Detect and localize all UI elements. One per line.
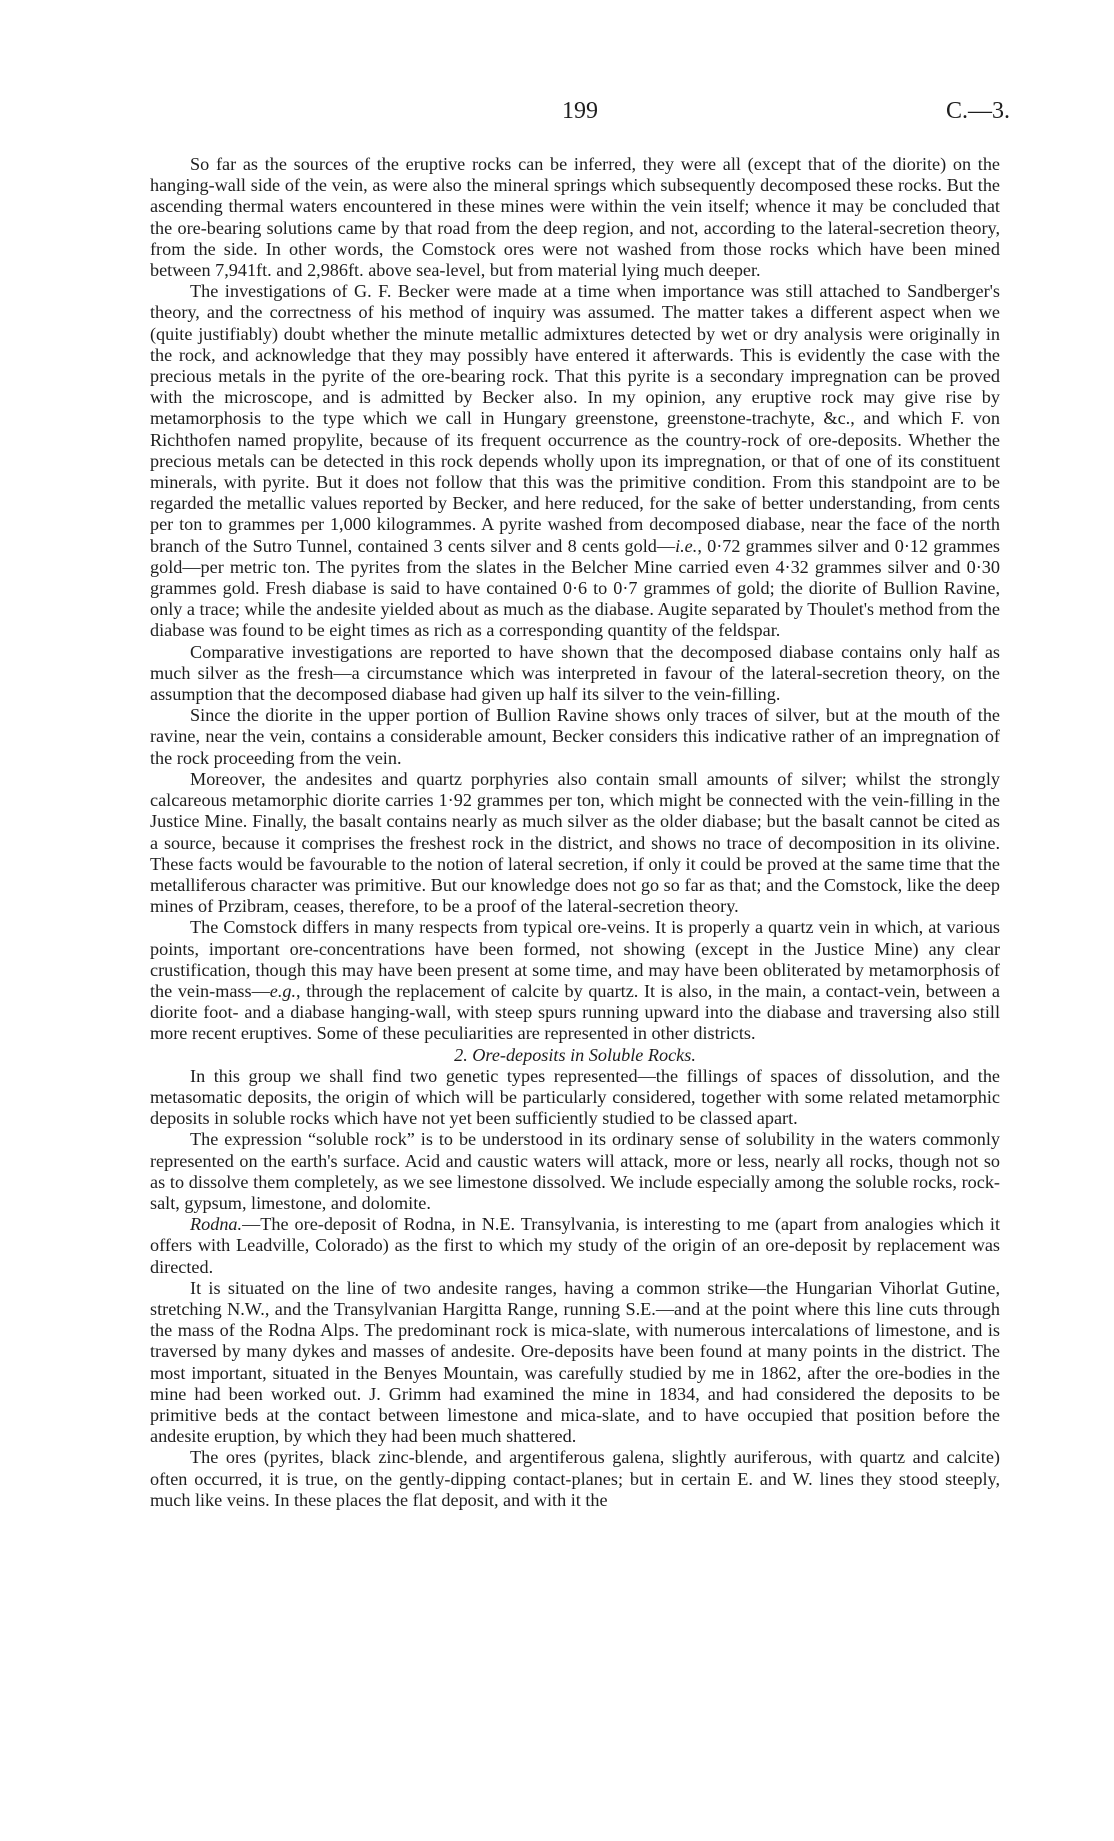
paragraph — [150, 281, 1000, 641]
paragraph — [150, 917, 1000, 1044]
paragraph-text: , 0·72 grammes silver and 0·12 grammes gold—per metric ton. The pyrites from the slates in the Belcher Mine carried even 4·32 grammes silver and 0·30 grammes gold. Fresh diabase is said to have contained 0·6 to 0·7 grammes of gold; the diorite of Bullion Ravine, only a trace; while the andesite yielded about as much as the diabase. Augite separated by Thoulet's method from the diabase was found to be eight times as rich as a corresponding quantity of the feldspar. — [150, 535, 1000, 641]
paragraph-text: , through the replacement of calcite by quartz. It is also, in the main, a contact-vein, between a diorite foot- and a diabase hanging-wall, with steep spurs running upward into the diabase and traversing also still more recent eruptives. Some of these peculiarities are represented in other districts. — [150, 980, 1001, 1044]
paragraph — [150, 705, 1000, 769]
document-reference: C.—3. — [945, 98, 1010, 124]
section-heading: 2. Ore-deposits in Soluble Rocks. — [454, 1044, 696, 1065]
paragraph-text: —The ore-deposit of Rodna, in N.E. Transylvania, is interesting to me (apart from analogies which it offers with Leadville, Colorado) as the first to which my study of the origin of an ore-deposit by replacement was directed. — [150, 1214, 1000, 1277]
page-number: 199 — [562, 98, 598, 124]
page-header — [150, 98, 1010, 134]
paragraph-text: The investigations of G. F. Becker were made at a time when importance was still attached to Sandberger's theory, and the correctness of his method of inquiry was assumed. The matter takes a different aspect when we (quite justifiably) doubt whether the minute metallic admixtures detected by wet or dry analysis were originally in the rock, and acknowledge that they may possibly have entered it afterwards. This is evidently the case with the precious metals in the pyrite of the ore-bearing rock. That this pyrite is a secondary impregnation can be proved with the microscope, and is admitted by Becker also. In my opinion, any eruptive rock may give rise by metamorphosis to the type which we call in Hungary greenstone, greenstone-trachyte, &c., and which F. von Richthofen named propylite, because of its frequent occurrence as the country-rock of ore-deposits. Whether the precious metals can be detected in this rock depends wholly upon its impregnation, or that of one of its constituent minerals, with pyrite. But it does not follow that this was the primitive condition. From this standpoint are to be regarded the metallic values reported by Becker, and here reduced, for the sake of better understanding, from cents per ton to grammes per 1,000 kilogrammes. A pyrite washed from decomposed diabase, near the face of the north branch of the Sutro Tunnel, contained 3 cents silver and 8 cents gold— — [150, 281, 1000, 556]
paragraph — [150, 1447, 1000, 1511]
paragraph — [150, 1214, 1000, 1278]
paragraph — [150, 1066, 1000, 1130]
paragraph-text: The Comstock differs in many respects from typical ore-veins. It is properly a quartz vein in which, at various points, important ore-concentrations have been formed, not showing (except in the Justice Mine) any clear crustification, though this may have been present at some time, and may have been obliterated by metamorphosis of the vein-mass— — [150, 917, 1000, 1001]
paragraph — [150, 1278, 1000, 1448]
italic-abbrev: e.g. — [269, 980, 297, 1001]
side-heading: Rodna. — [190, 1214, 243, 1235]
paragraph-text: Moreover, the andesites and quartz porphyries also contain small amounts of silver; whilst the strongly calcareous metamorphic diorite carries 1·92 grammes per ton, which might be connected with the vein-filling in the Justice Mine. Finally, the basalt contains nearly as much silver as the older diabase; but the basalt cannot be cited as a source, because it comprises the freshest rock in the district, and shows no trace of decomposition in its olivine. These facts would be favourable to the notion of lateral secretion, if only it could be proved at the same time that the metalliferous character was primitive. But our knowledge does not go so far as that; and the Comstock, like the deep mines of Przibram, ceases, therefore, to be a proof of the lateral-secretion theory. — [150, 768, 1000, 917]
paragraph — [150, 769, 1000, 917]
paragraph-text: In this group we shall find two genetic types represented—the fillings of spaces of dissolution, and the metasomatic deposits, the origin of which will be particularly considered, together with some related metamorphic deposits in soluble rocks which have not yet been sufficiently studied to be classed apart. — [150, 1065, 1000, 1129]
paragraph-text: Since the diorite in the upper portion of Bullion Ravine shows only traces of silver, but at the mouth of the ravine, near the vein, contains a considerable amount, Becker considers this indicative rather of an impregnation of the rock proceeding from the vein. — [150, 705, 1000, 768]
paragraph — [150, 1129, 1000, 1214]
paragraph — [150, 642, 1000, 706]
paragraph-text: The expression “soluble rock” is to be understood in its ordinary sense of solubility in the waters commonly represented on the earth's surface. Acid and caustic waters will attack, more or less, nearly all rocks, though not so as to dissolve them completely, as we see limestone dissolved. We include especially among the soluble rocks, rock-salt, gypsum, limestone, and dolomite. — [150, 1129, 1000, 1213]
body-text — [150, 154, 1000, 1511]
paragraph-text: It is situated on the line of two andesite ranges, having a common strike—the Hungarian Vihorlat Gutine, stretching N.W., and the Transylvanian Hargitta Range, running S.E.—and at the point where this line cuts through the mass of the Rodna Alps. The predominant rock is mica-slate, with numerous intercalations of limestone, and is traversed by many dykes and masses of andesite. Ore-deposits have been found at many points in the district. The most important, situated in the Benyes Mountain, was carefully studied by me in 1862, after the ore-bodies in the mine had been worked out. J. Grimm had examined the mine in 1834, and had considered the deposits to be primitive beds at the contact between limestone and mica-slate, and to have occupied that position before the andesite eruption, by which they had been much shattered. — [150, 1277, 1000, 1447]
italic-abbrev: i.e. — [675, 535, 698, 556]
paragraph-text: The ores (pyrites, black zinc-blende, and argentiferous galena, slightly auriferous, with quartz and calcite) often occurred, it is true, on the gently-dipping contact-planes; but in certain E. and W. lines they stood steeply, much like veins. In these places the flat deposit, and with it the — [150, 1447, 1000, 1510]
paragraph-text: So far as the sources of the eruptive rocks can be inferred, they were all (except that of the diorite) on the hanging-wall side of the vein, as were also the mineral springs which subsequently decomposed these rocks. But the ascending thermal waters encountered in these mines were within the vein itself; whence it may be concluded that the ore-bearing solutions came by that road from the deep region, and not, according to the lateral-secretion theory, from the side. In other words, the Comstock ores were not washed from those rocks which have been mined between 7,941ft. and 2,986ft. above sea-level, but from material lying much deeper. — [150, 154, 1000, 281]
paragraph — [150, 154, 1000, 281]
paragraph-text: Comparative investigations are reported to have shown that the decomposed diabase contains only half as much silver as the fresh—a circumstance which was interpreted in favour of the lateral-secretion theory, on the assumption that the decomposed diabase had given up half its silver to the vein-filling. — [150, 641, 1000, 705]
